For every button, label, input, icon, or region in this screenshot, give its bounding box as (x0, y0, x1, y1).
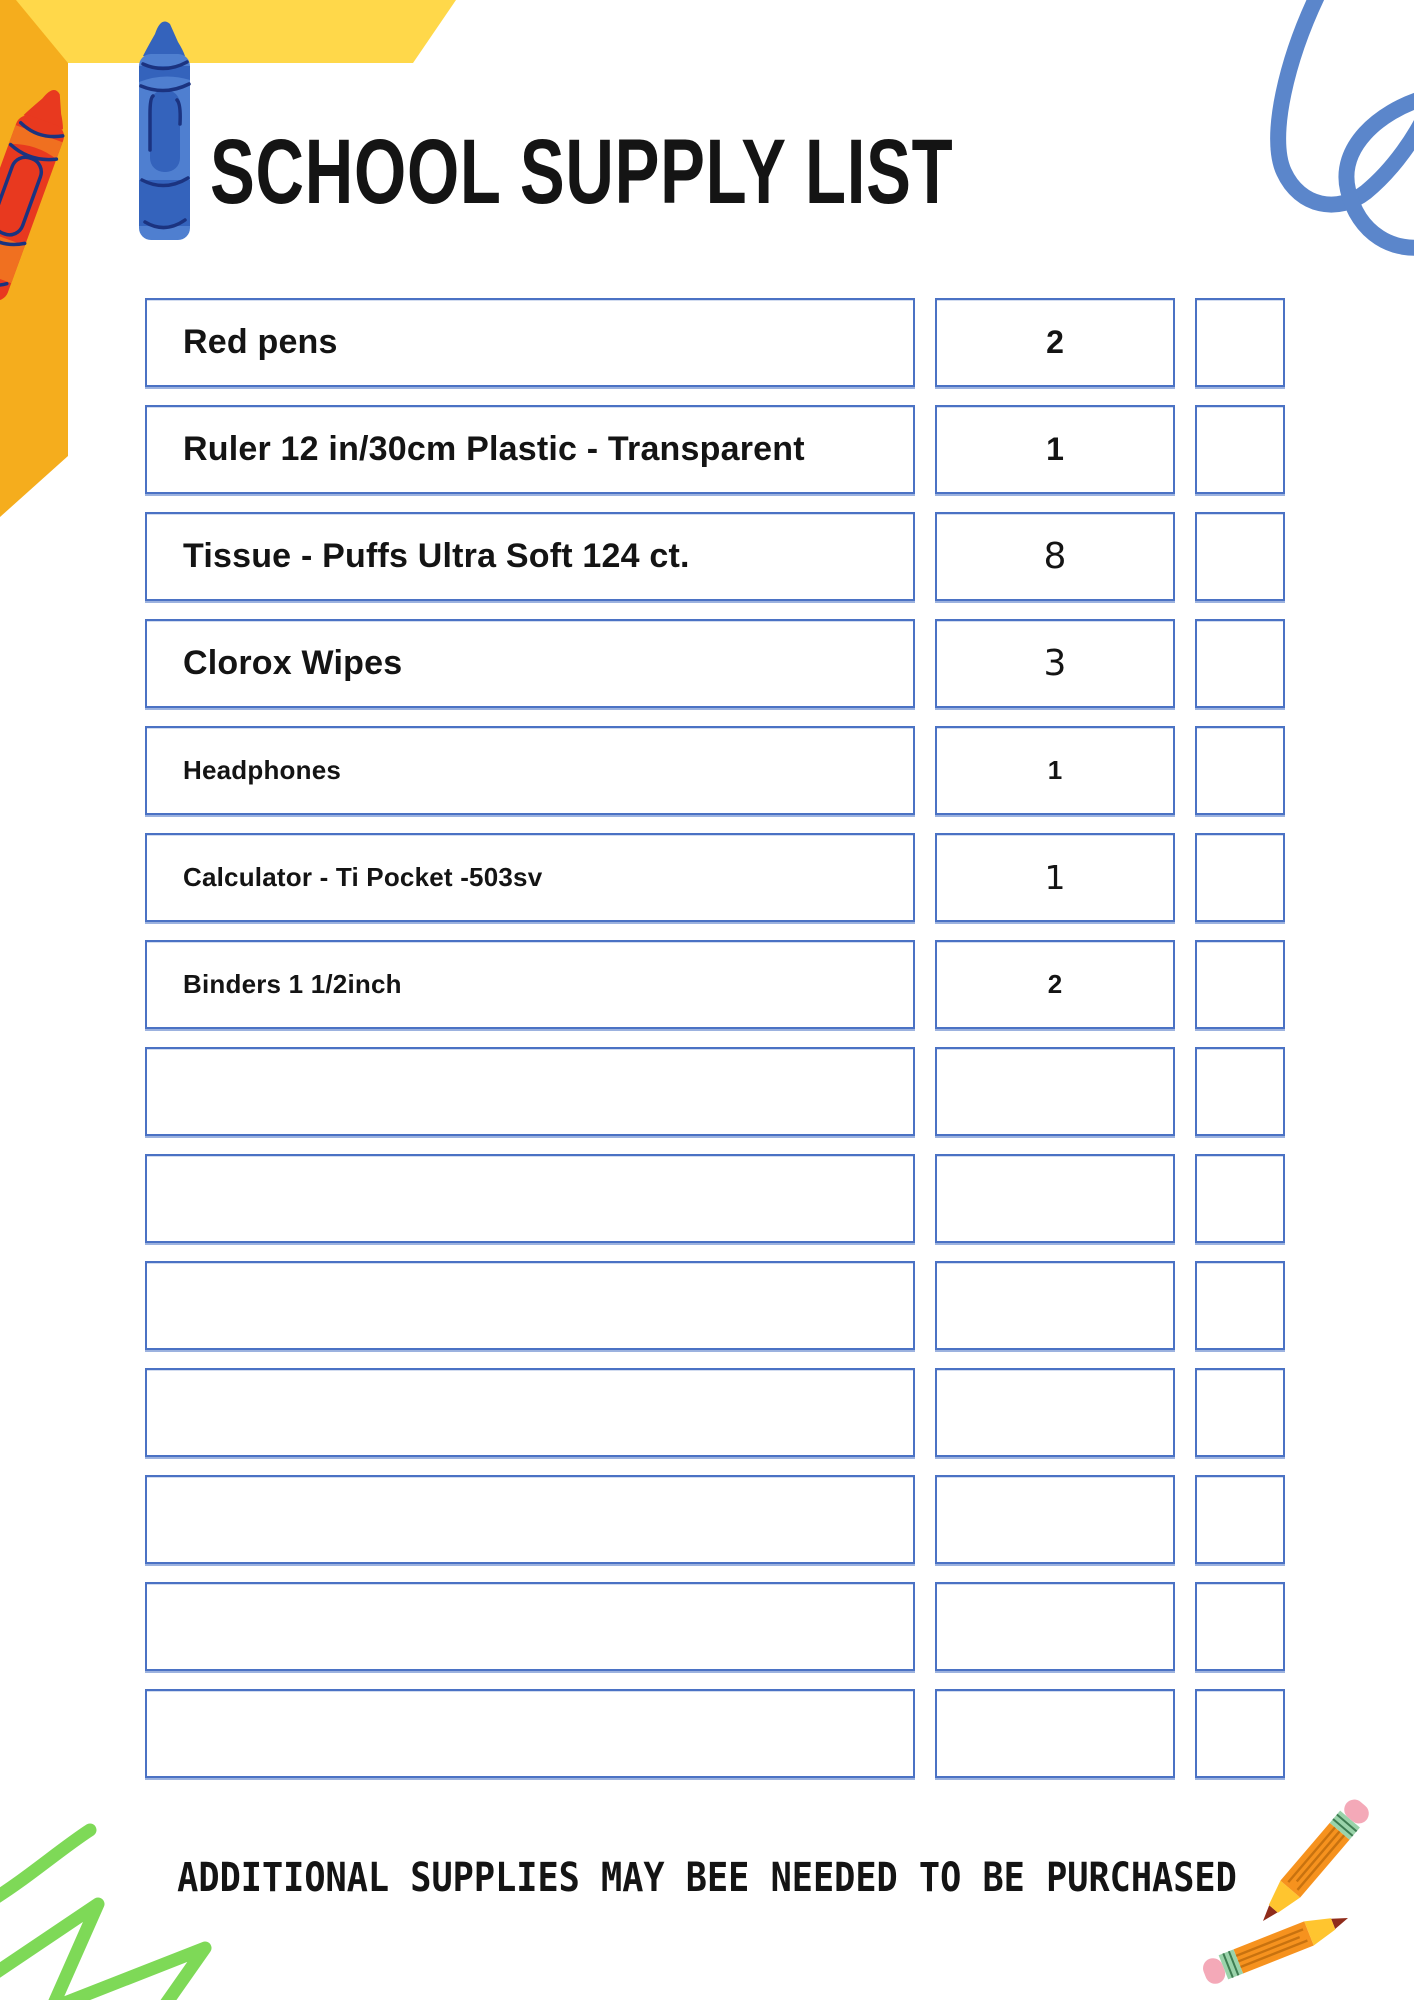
quantity-box (935, 1582, 1175, 1671)
checkbox[interactable] (1195, 405, 1285, 494)
blue-scribble-icon (1180, 0, 1414, 300)
table-row (145, 1047, 1285, 1136)
quantity-box (935, 405, 1175, 494)
item-box (145, 1475, 915, 1564)
table-row (145, 1475, 1285, 1564)
checkbox[interactable] (1195, 619, 1285, 708)
item-box (145, 1047, 915, 1136)
item-label: Tissue - Puffs Ultra Soft 124 ct. (183, 537, 690, 575)
quantity-box (935, 619, 1175, 708)
item-box (145, 619, 915, 708)
quantity-value: 1 (1046, 431, 1064, 467)
checkbox[interactable] (1195, 833, 1285, 922)
item-box (145, 1368, 915, 1457)
quantity-box (935, 1475, 1175, 1564)
page-title: SCHOOL SUPPLY LIST (210, 120, 954, 223)
blue-crayon-icon (139, 22, 190, 240)
table-row (145, 1154, 1285, 1243)
item-box (145, 405, 915, 494)
quantity-value: 2 (1047, 969, 1063, 999)
quantity-box (935, 726, 1175, 815)
quantity-value: 2 (1046, 324, 1064, 360)
table-row (145, 405, 1285, 494)
table-row (145, 619, 1285, 708)
checkbox[interactable] (1195, 1475, 1285, 1564)
table-row (145, 298, 1285, 387)
quantity-value: 8 (1043, 536, 1067, 577)
footer-note: ADDITIONAL SUPPLIES MAY BEE NEEDED TO BE PURCHASED (177, 1855, 1237, 1901)
item-box (145, 1582, 915, 1671)
item-box (145, 833, 915, 922)
quantity-box (935, 1368, 1175, 1457)
quantity-box (935, 1047, 1175, 1136)
table-row (145, 1582, 1285, 1671)
checkbox[interactable] (1195, 726, 1285, 815)
quantity-box (935, 298, 1175, 387)
table-row (145, 512, 1285, 601)
quantity-box (935, 512, 1175, 601)
checkbox[interactable] (1195, 1047, 1285, 1136)
item-label: Ruler 12 in/30cm Plastic - Transparent (183, 430, 805, 468)
checkbox[interactable] (1195, 1689, 1285, 1778)
quantity-value: 1 (1047, 755, 1063, 785)
quantity-box (935, 1689, 1175, 1778)
checkbox[interactable] (1195, 940, 1285, 1029)
item-label: Binders 1 1/2inch (183, 969, 402, 999)
table-row (145, 1689, 1285, 1778)
checkbox[interactable] (1195, 512, 1285, 601)
checkbox[interactable] (1195, 1582, 1285, 1671)
item-box (145, 512, 915, 601)
table-row (145, 726, 1285, 815)
item-box (145, 726, 915, 815)
quantity-value: 3 (1043, 643, 1067, 684)
checkbox[interactable] (1195, 1368, 1285, 1457)
item-box (145, 940, 915, 1029)
item-label: Calculator - Ti Pocket -503sv (183, 862, 543, 892)
item-label: Headphones (183, 755, 342, 785)
quantity-box (935, 1154, 1175, 1243)
quantity-value: 1 (1044, 858, 1066, 897)
item-box (145, 1689, 915, 1778)
table-row (145, 1368, 1285, 1457)
quantity-box (935, 940, 1175, 1029)
pencil-icon (1200, 1906, 1353, 1987)
item-box (145, 1154, 915, 1243)
table-row (145, 940, 1285, 1029)
red-crayon-icon (0, 81, 78, 303)
item-box (145, 298, 915, 387)
quantity-box (935, 1261, 1175, 1350)
table-row (145, 833, 1285, 922)
quantity-box (935, 833, 1175, 922)
checkbox[interactable] (1195, 1261, 1285, 1350)
item-label: Red pens (183, 323, 338, 361)
supply-table (145, 298, 1285, 1796)
checkbox[interactable] (1195, 1154, 1285, 1243)
checkbox[interactable] (1195, 298, 1285, 387)
table-row (145, 1261, 1285, 1350)
item-box (145, 1261, 915, 1350)
item-label: Clorox Wipes (183, 644, 403, 682)
